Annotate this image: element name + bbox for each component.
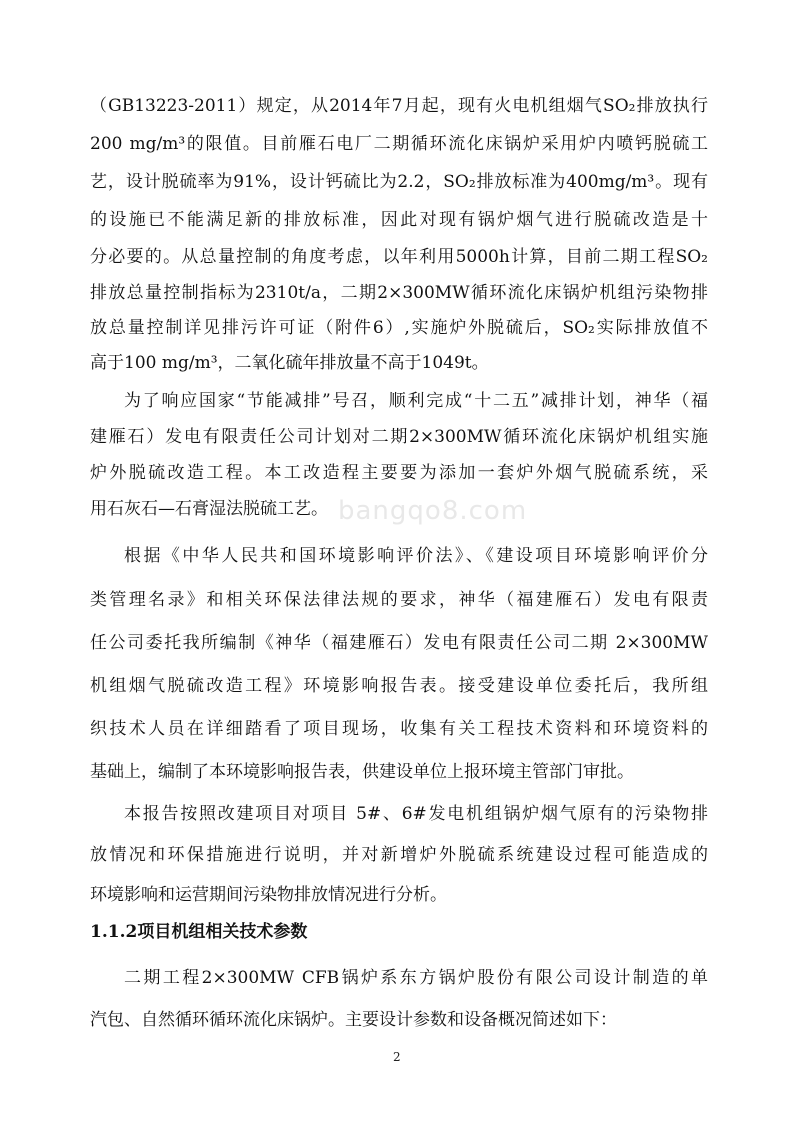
paragraph-3-line-1: 根据《中华人民共和国环境影响评价法》、《建设项目环境影响评价分 — [124, 546, 708, 566]
watermark: bangqo8.com — [338, 496, 528, 526]
paragraph-4-line-2: 放情况和环保措施进行说明，并对新增炉外脱硫系统建设过程可能造成的 — [90, 845, 708, 865]
paragraph-1-line-2: 200 mg/m³的限值。目前雁石电厂二期循环流化床锅炉采用炉内喷钙脱硫工 — [90, 134, 708, 154]
paragraph-1-line-6: 排放总量控制指标为2310t/a，二期2×300MW循环流化床锅炉机组污染物排 — [90, 283, 708, 303]
paragraph-5-line-1: 二期工程2×300MW CFB锅炉系东方锅炉股份有限公司设计制造的单 — [124, 968, 708, 988]
section-heading: 1.1.2项目机组相关技术参数 — [90, 922, 308, 942]
paragraph-3-line-3: 任公司委托我所编制《神华（福建雁石）发电有限责任公司二期 2×300MW — [90, 633, 708, 653]
paragraph-2-line-3: 炉外脱硫改造工程。本工改造程主要要为添加一套炉外烟气脱硫系统，采 — [90, 463, 708, 483]
paragraph-4-line-3: 环境影响和运营期间污染物排放情况进行分析。 — [90, 885, 447, 905]
paragraph-2-line-2: 建雁石）发电有限责任公司计划对二期2×300MW循环流化床锅炉机组实施 — [90, 427, 708, 447]
paragraph-1-line-7: 放总量控制详见排污许可证（附件6）,实施炉外脱硫后，SO₂实际排放值不 — [90, 318, 708, 338]
paragraph-3-line-4: 机组烟气脱硫改造工程》环境影响报告表。接受建设单位委托后，我所组 — [90, 676, 708, 696]
paragraph-3-line-6: 基础上，编制了本环境影响报告表，供建设单位上报环境主管部门审批。 — [90, 762, 634, 782]
paragraph-3-line-2: 类管理名录》和相关环保法律法规的要求，神华（福建雁石）发电有限责 — [90, 590, 708, 610]
paragraph-1-line-8: 高于100 mg/m³，二氧化硫年排放量不高于1049t。 — [90, 353, 489, 373]
paragraph-4-line-1: 本报告按照改建项目对项目 5#、6#发电机组锅炉烟气原有的污染物排 — [124, 804, 708, 824]
paragraph-5-line-2: 汽包、自然循环循环流化床锅炉。主要设计参数和设备概况简述如下： — [90, 1010, 617, 1030]
page-number: 2 — [393, 1050, 401, 1064]
paragraph-1-line-3: 艺，设计脱硫率为91%，设计钙硫比为2.2，SO₂排放标准为400mg/m³。现有 — [90, 172, 708, 192]
paragraph-1-line-1: （GB13223-2011）规定，从2014年7月起，现有火电机组烟气SO₂排放执行 — [90, 96, 708, 116]
paragraph-3-line-5: 织技术人员在详细踏看了项目现场，收集有关工程技术资料和环境资料的 — [90, 719, 708, 739]
paragraph-2-line-1: 为了响应国家“节能减排”号召，顺利完成“十二五”减排计划，神华（福 — [124, 391, 708, 411]
paragraph-2-line-4: 用石灰石—石膏湿法脱硫工艺。 — [90, 499, 328, 519]
paragraph-1-line-4: 的设施已不能满足新的排放标准，因此对现有锅炉烟气进行脱硫改造是十 — [90, 210, 708, 230]
paragraph-1-line-5: 分必要的。从总量控制的角度考虑，以年利用5000h计算，目前二期工程SO₂ — [90, 247, 708, 267]
